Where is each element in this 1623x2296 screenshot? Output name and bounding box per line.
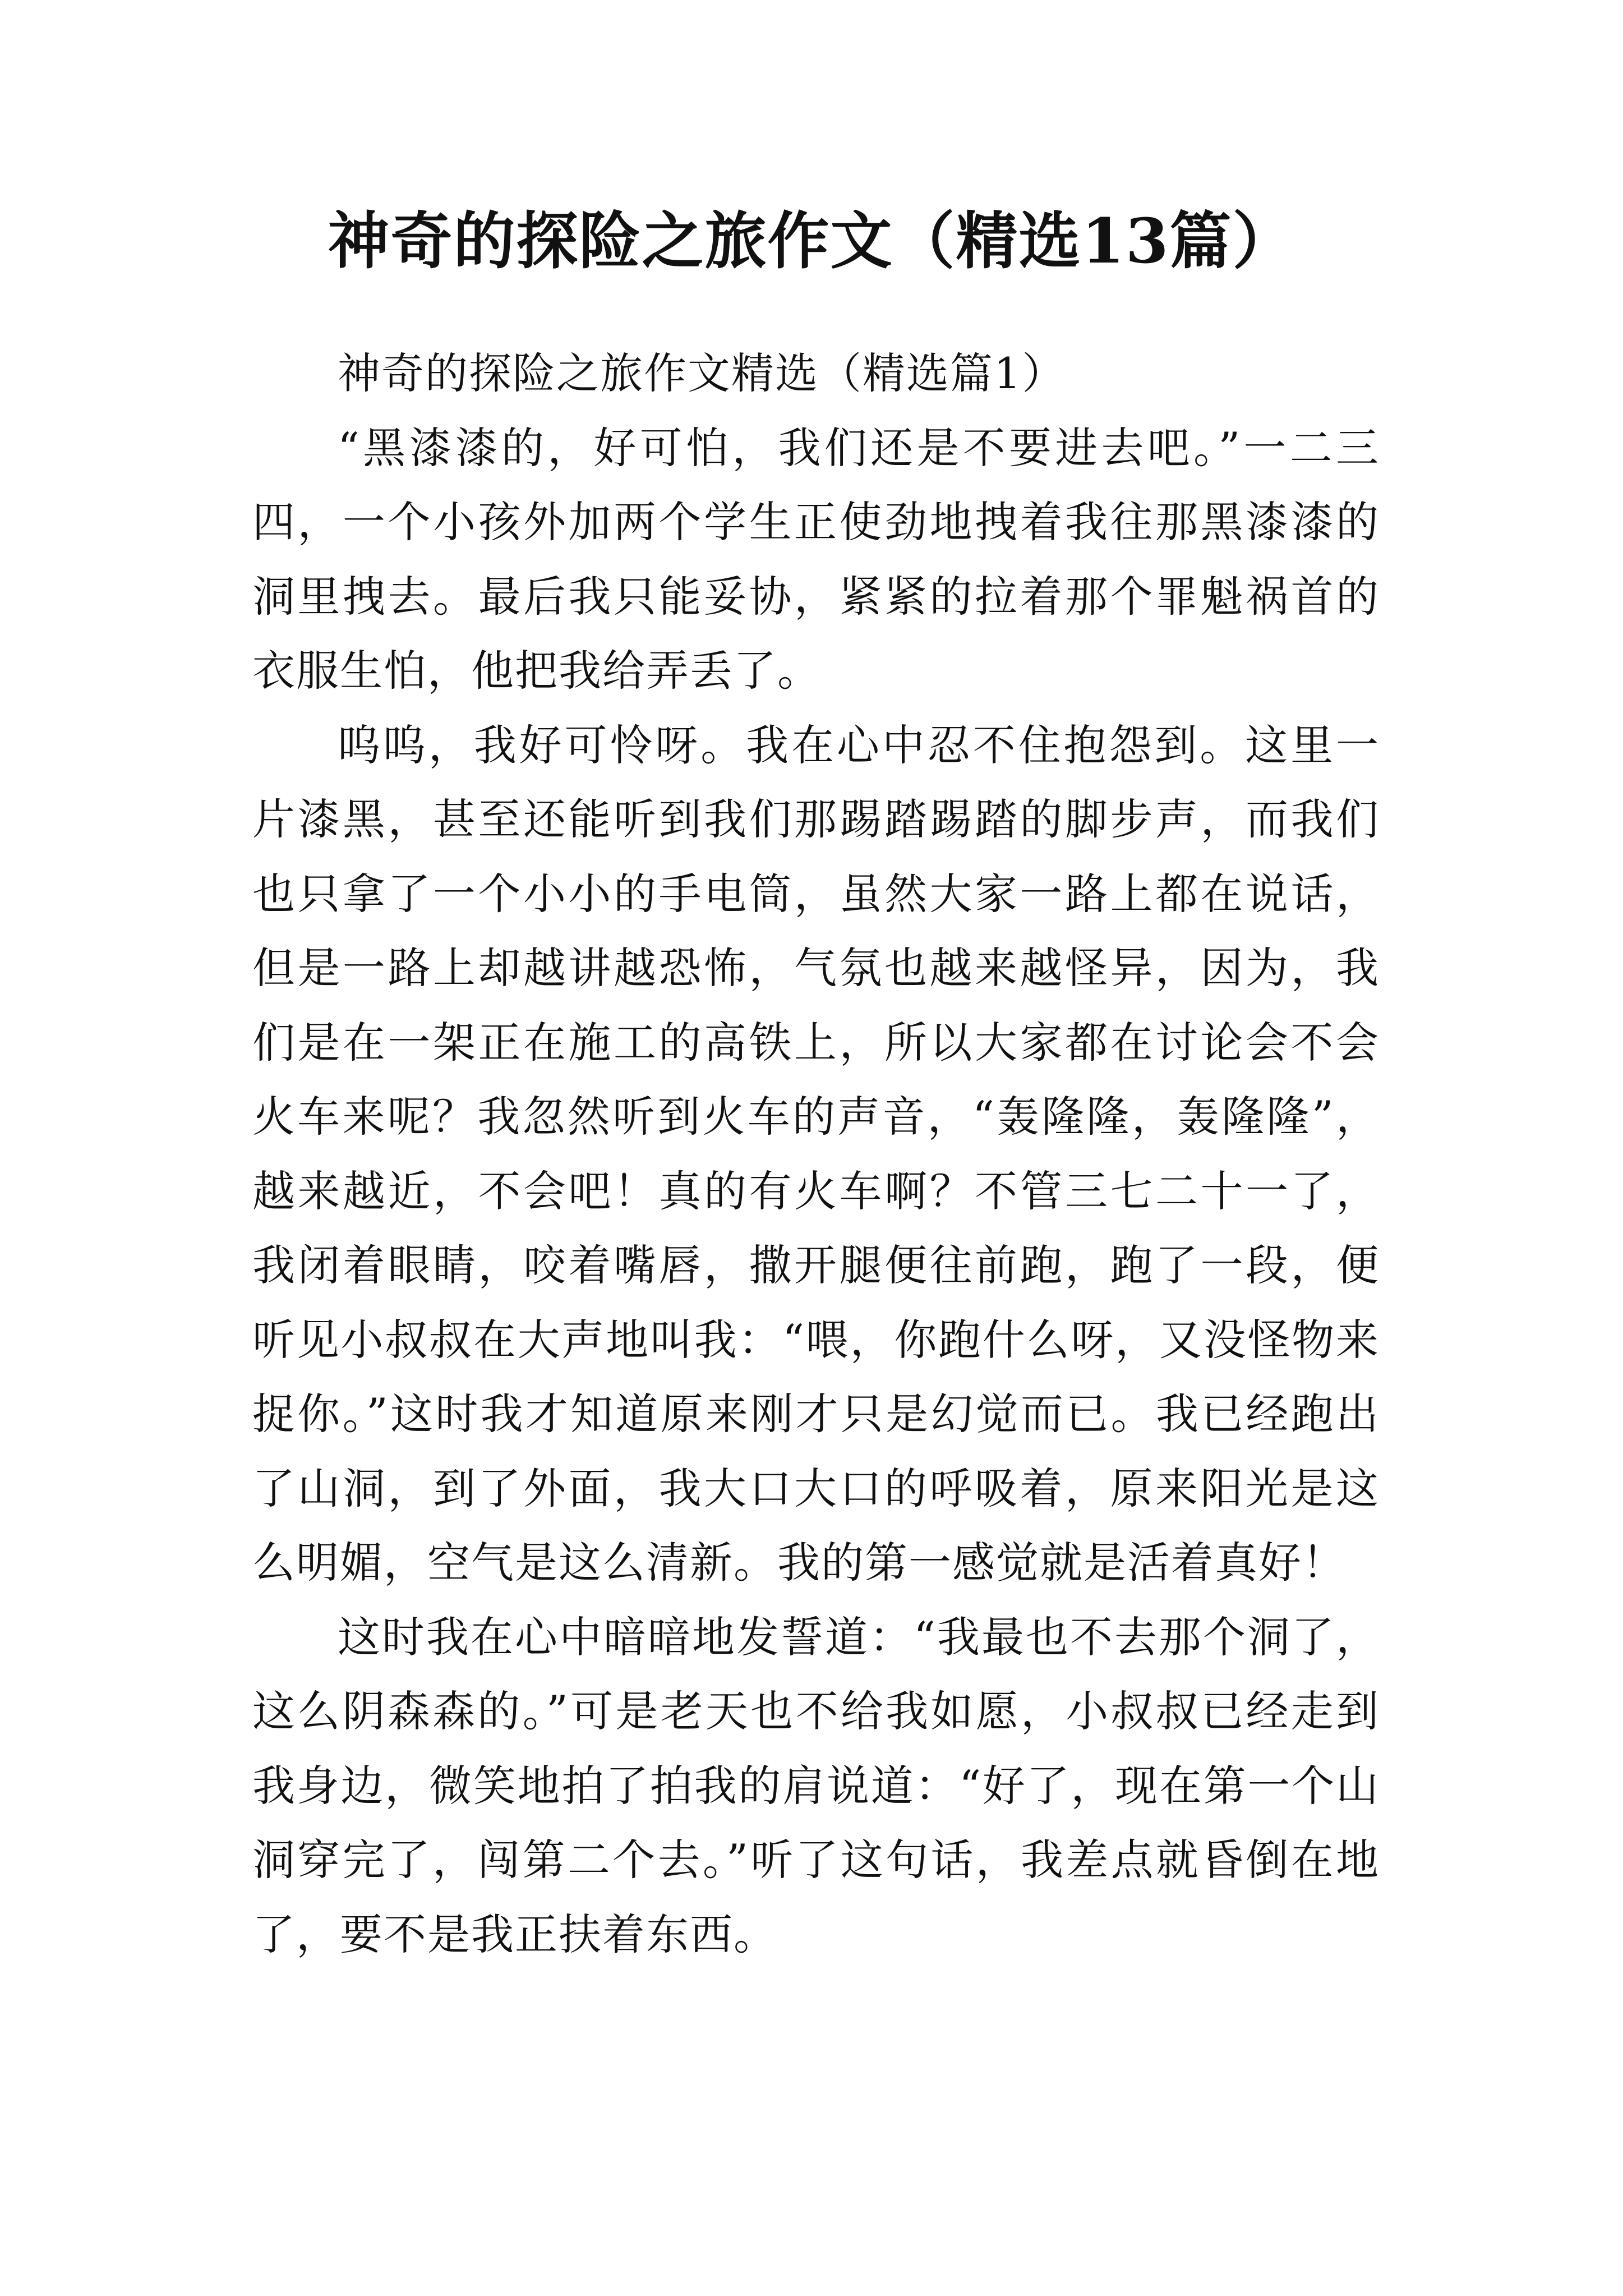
section-heading: 神奇的探险之旅作文精选（精选篇1）	[338, 348, 1066, 398]
paragraph-2: 呜呜，我好可怜呀。我在心中忍不住抱怨到。这里一片漆黑，甚至还能听到我们那踢踏踢踏的脚步声，而我们也只拿了一个小小的手电筒，虽然大家一路上都在说话，但是一路上却越讲越恐怖，气氛也越来越怪异，因为，我们是在一架正在施工的高铁上，所以大家都在讨论会不会火车来呢？我忽然听到火车的声音，“轰隆隆，轰隆隆”，越来越近，不会吧！真的有火车啊？不管三七二十一了，我闭着眼睛，咬着嘴唇，撒开腿便往前跑，跑了一段，便听见小叔叔在大声地叫我：“喂，你跑什么呀，又没怪物来捉你。”这时我才知道原来刚才只是幻觉而已。我已经跑出了山洞，到了外面，我大口大口的呼吸着，原来阳光是这么明媚，空气是这么清新。我的第一感觉就是活着真好！	[252, 720, 1380, 1588]
paragraph-3: 这时我在心中暗暗地发誓道：“我最也不去那个洞了，这么阴森森的。”可是老天也不给我如愿，小叔叔已经走到我身边，微笑地拍了拍我的肩说道：“好了，现在第一个山洞穿完了，闯第二个去。”听了这句话，我差点就昏倒在地了，要不是我正扶着东西。	[252, 1612, 1380, 1959]
paragraph-1: “黑漆漆的，好可怕，我们还是不要进去吧。”一二三四，一个小孩外加两个学生正使劲地拽着我往那黑漆漆的洞里拽去。最后我只能妥协，紧紧的拉着那个罪魁祸首的衣服生怕，他把我给弄丢了。	[252, 422, 1380, 696]
document-body	[252, 337, 1380, 1972]
document-title: 神奇的探险之旅作文（精选13篇）	[328, 205, 1295, 277]
